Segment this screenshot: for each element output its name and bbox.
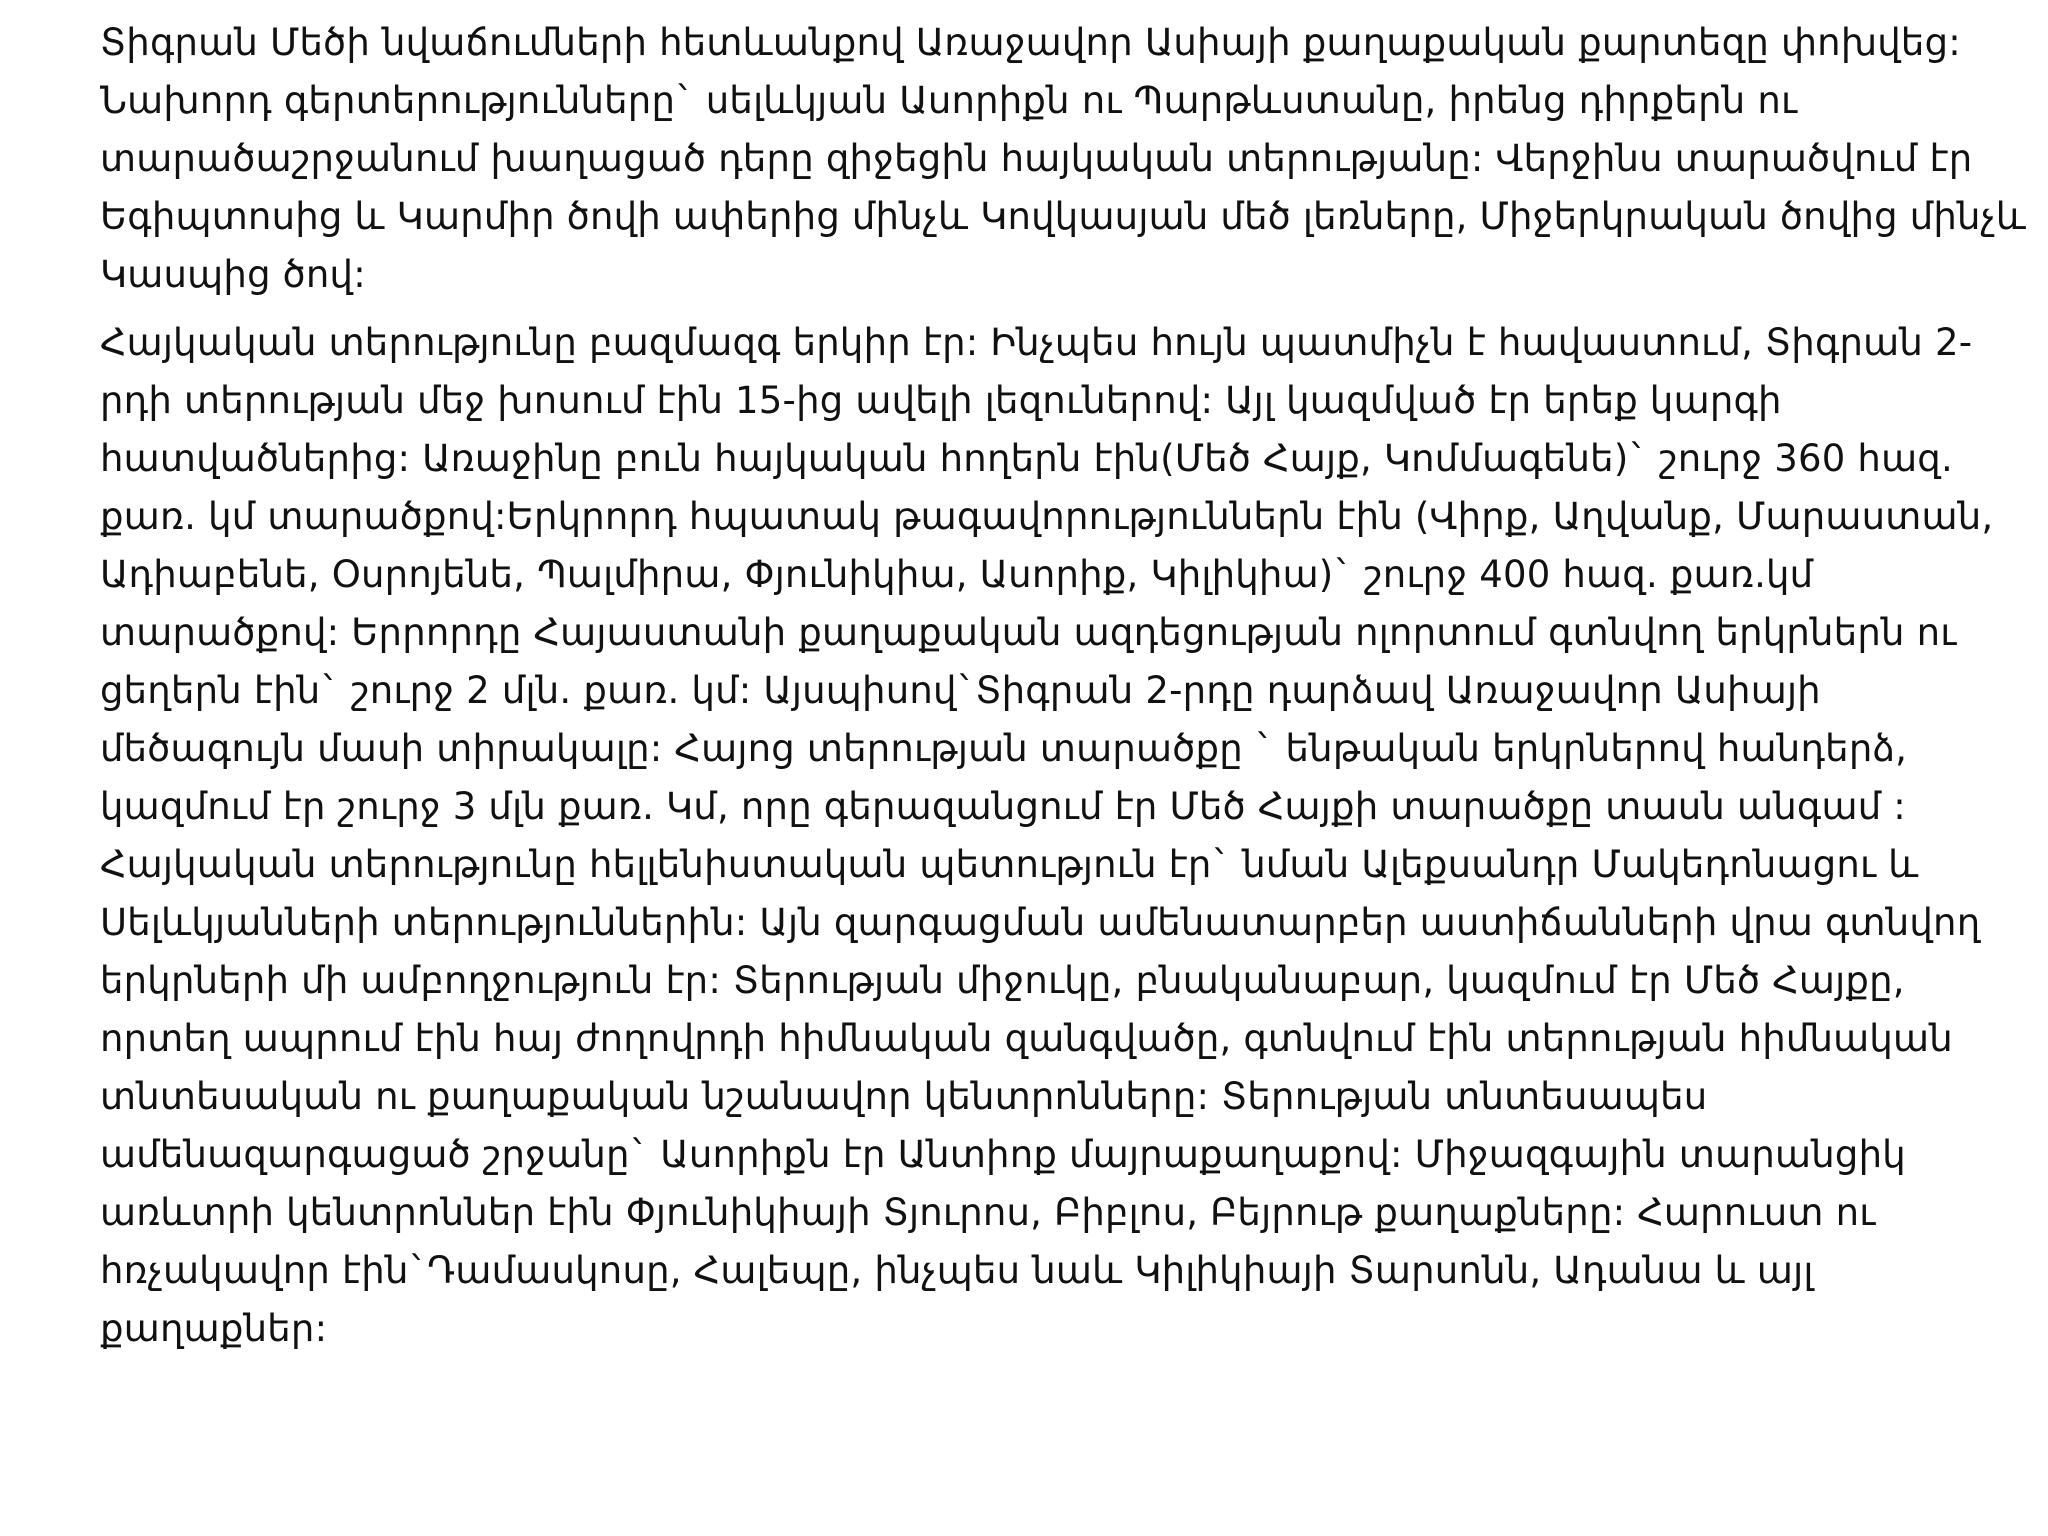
paragraph-2: Հայկական տերությունը բազմազգ երկիր էր: Ինչպես հույն պատմիչն է հավաստում, Տիգրան 2-րդի տերության մեջ խոսում էին 15-ից ավելի լեզուներով: Այլ կազմված էր երեք կարգի հատվածներից: Առաջինը բուն հայկական հողերն էին(Մեծ Հայք, Կոմմագենե)` շուրջ 360 հազ. քառ. կմ տարածքով:Երկրորդ հպատակ թագավորություններն էին (Վիրք, Աղվանք, Մարաստան, Ադիաբենե, Օսրոյենե, Պալմիրա, Փյունիկիա, Ասորիք, Կիլիկիա)` շուրջ 400 հազ. քառ.կմ տարածքով: Երրորդը Հայաստանի քաղաքական ազդեցության ոլորտում գտնվող երկրներն ու ցեղերն էին` շուրջ 2 մլն. քառ. կմ: Այսպիսով`Տիգրան 2-րդը դարձավ Առաջավոր Ասիայի մեծագույն մասի տիրակալը: Հայոց տերության տարածքը ` ենթական երկրներով հանդերձ, կազմում էր շուրջ 3 մլն քառ. Կմ, որը գերազանցում էր Մեծ Հայքի տարածքը տասն անգամ : Հայկական տերությունը հելլենիստական պետություն էր` նման Ալեքսանդր Մակեդոնացու և Սելևկյանների տերություններին: Այն զարգացման ամենատարբեր աստիճանների վրա գտնվող երկրների մի ամբողջություն էր: Տերության միջուկը, բնականաբար, կազմում էր Մեծ Հայքը, որտեղ ապրում էին հայ ժողովրդի հիմնական զանգվածը, գտնվում էին տերության հիմնական տնտեսական ու քաղաքական նշանավոր կենտրոնները: Տերության տնտեսապես ամենազարգացած շրջանը` Ասորիքն էր Անտիոք մայրաքաղաքով: Միջազգային տարանցիկ առևտրի կենտրոններ էին Փյունիկիայի Տյուրոս, Բիբլոս, Բեյրութ քաղաքները: Հարուստ ու հռչակավոր էին`Դամասկոսը, Հալեպը, ինչպես նաև Կիլիկիայի Տարսոնն, Ադանա և այլ քաղաքներ: — [100, 321, 1994, 1350]
paragraph-1: Տիգրան Մեծի նվաճումների հետևանքով Առաջավոր Ասիայի քաղաքական քարտեզը փոխվեց: Նախորդ գերտերությունները` սելևկյան Ասորիքն ու Պարթևստանը, իրենց դիրքերն ու տարածաշրջանում խաղացած դերը զիջեցին հայկական տերությանը: Վերջինս տարածվում էր Եգիպտոսից և Կարմիր ծովի ափերից մինչև Կովկասյան մեծ լեռները, Միջերկրական ծովից մինչև Կասպից ծով: — [100, 21, 2027, 296]
text-content — [100, 14, 2030, 1358]
